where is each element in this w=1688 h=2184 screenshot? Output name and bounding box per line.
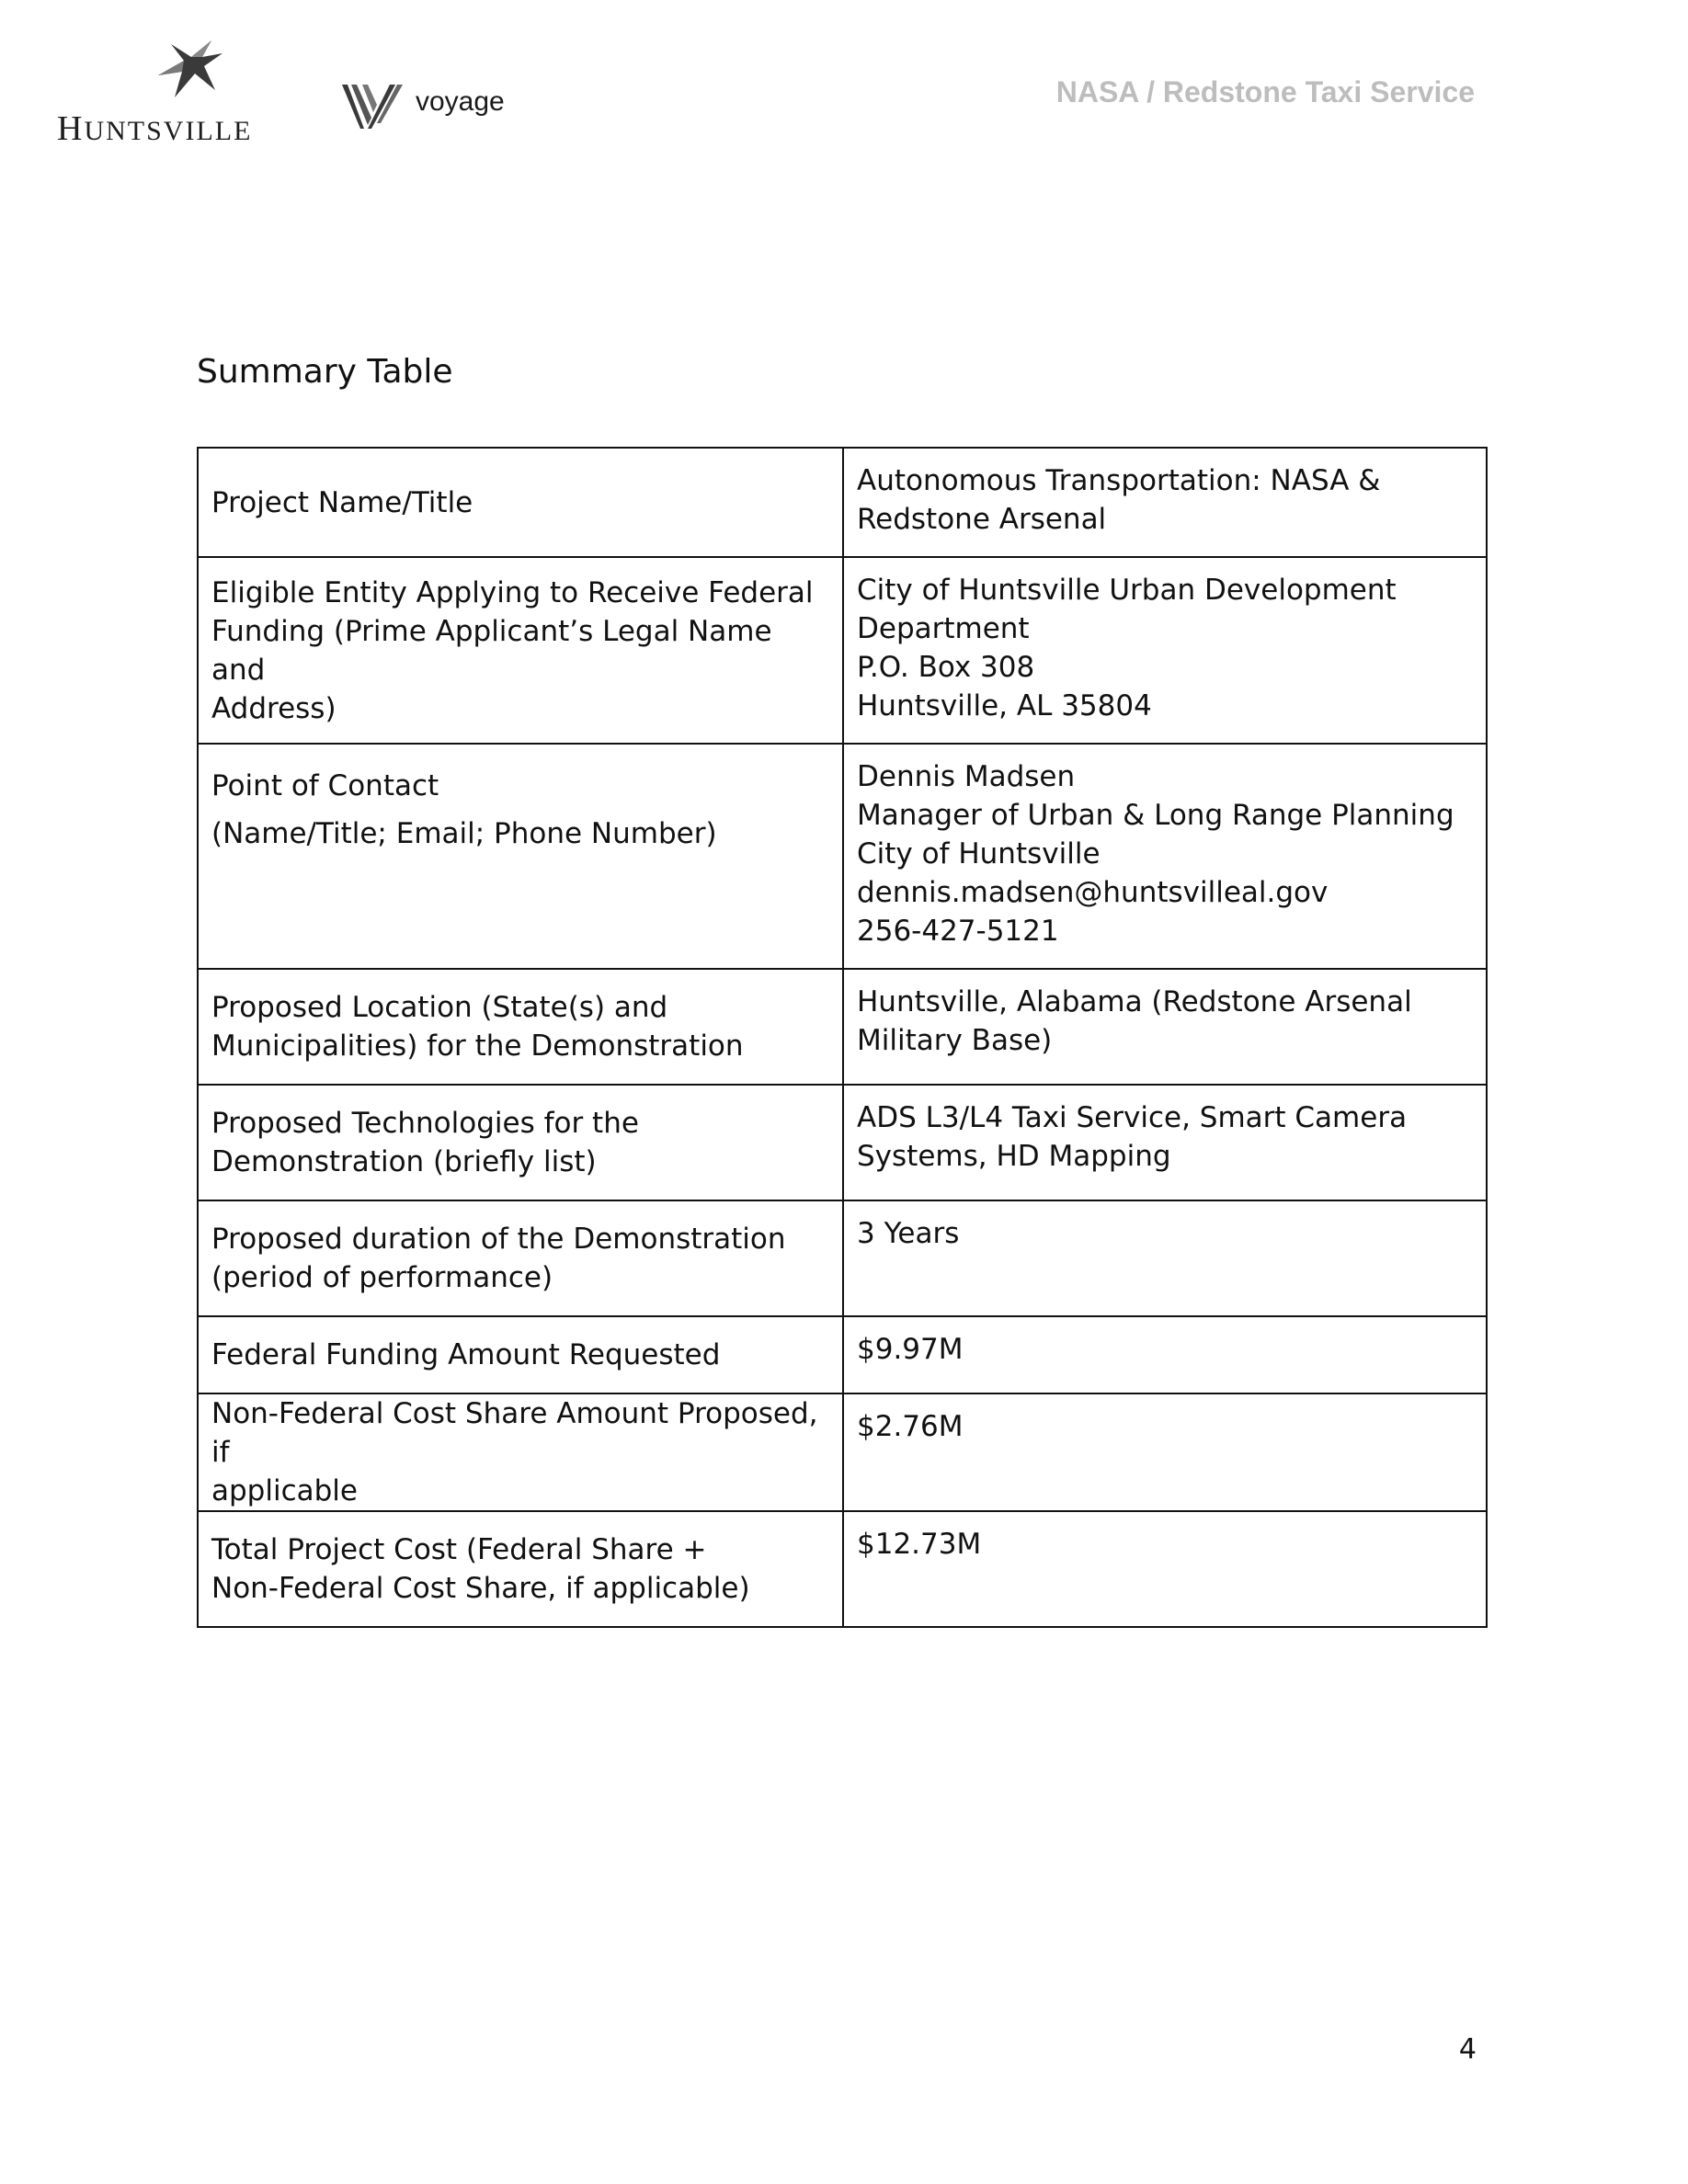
row-label (198, 557, 843, 744)
section-title: Summary Table (197, 353, 453, 391)
value-line: Department (857, 612, 1030, 645)
label-line: Eligible Entity Applying to Receive Federal (211, 575, 814, 609)
value-line: $12.73M (857, 1528, 982, 1561)
voyage-wordmark: voyage (416, 86, 505, 117)
table-row (198, 1085, 1487, 1200)
row-label (198, 744, 843, 969)
page-number: 4 (1458, 2033, 1477, 2065)
value-line: $9.97M (857, 1333, 964, 1366)
row-value (843, 557, 1487, 744)
row-label (198, 1085, 843, 1200)
huntsville-logo (57, 37, 287, 147)
table-row (198, 744, 1487, 969)
label-line: Total Project Cost (Federal Share + (211, 1533, 707, 1566)
label-line: Non-Federal Cost Share Amount Proposed, if (211, 1397, 818, 1469)
row-value (843, 1393, 1487, 1511)
row-label (198, 1511, 843, 1627)
row-value (843, 744, 1487, 969)
row-value (843, 1200, 1487, 1316)
value-line: Autonomous Transportation: NASA & (857, 464, 1381, 497)
label-line: Address) (211, 691, 336, 725)
huntsville-wordmark: HUNTSVILLE (57, 109, 253, 148)
value-line: Huntsville, Alabama (Redstone Arsenal (857, 985, 1412, 1018)
label-line: applicable (211, 1474, 358, 1507)
row-value (843, 1085, 1487, 1200)
page-header (0, 0, 1688, 156)
table-row (198, 1200, 1487, 1316)
value-line: Redstone Arsenal (857, 503, 1107, 536)
row-label (198, 969, 843, 1085)
label-line: Federal Funding Amount Requested (211, 1338, 721, 1371)
value-line: Dennis Madsen (857, 760, 1076, 793)
row-value (843, 969, 1487, 1085)
star-icon (131, 37, 232, 110)
label-line: Point of Contact (211, 769, 439, 802)
table-row (198, 1316, 1487, 1393)
value-line: Huntsville, AL 35804 (857, 689, 1152, 722)
row-label (198, 448, 843, 557)
row-label (198, 1393, 843, 1511)
value-line: Manager of Urban & Long Range Planning (857, 799, 1454, 832)
row-value (843, 1316, 1487, 1393)
table-row (198, 448, 1487, 557)
row-label (198, 1200, 843, 1316)
table-row (198, 557, 1487, 744)
label-line: Proposed duration of the Demonstration (211, 1223, 786, 1256)
value-line: ADS L3/L4 Taxi Service, Smart Camera (857, 1101, 1408, 1134)
row-value (843, 1511, 1487, 1627)
table-row (198, 1511, 1487, 1627)
value-line: City of Huntsville (857, 837, 1101, 870)
row-label (198, 1316, 843, 1393)
row-value (843, 448, 1487, 557)
document-header-title: NASA / Redstone Taxi Service (1055, 75, 1475, 108)
label-note: (Name/Title; Email; Phone Number) (211, 817, 717, 850)
value-line: P.O. Box 308 (857, 651, 1035, 684)
label-line: Proposed Technologies for the (211, 1107, 639, 1140)
value-line: 3 Years (857, 1217, 960, 1250)
table-row (198, 1393, 1487, 1511)
voyage-mark-icon (340, 81, 405, 132)
label-line: Project Name/Title (211, 485, 473, 519)
table-row (198, 969, 1487, 1085)
value-line: Systems, HD Mapping (857, 1140, 1171, 1173)
summary-table (197, 447, 1488, 1628)
label-line: Demonstration (briefly list) (211, 1145, 597, 1178)
label-line: Municipalities) for the Demonstration (211, 1029, 744, 1063)
value-line: 256-427-5121 (857, 915, 1059, 948)
value-line: Military Base) (857, 1024, 1053, 1057)
value-line: dennis.madsen@huntsvilleal.gov (857, 876, 1329, 909)
label-line: (period of performance) (211, 1261, 553, 1294)
value-line: City of Huntsville Urban Development (857, 574, 1397, 607)
label-line: Proposed Location (State(s) and (211, 991, 668, 1024)
value-line: $2.76M (857, 1410, 964, 1443)
voyage-logo (340, 81, 524, 136)
label-line: Funding (Prime Applicant’s Legal Name and (211, 614, 772, 687)
label-line: Non-Federal Cost Share, if applicable) (211, 1572, 750, 1605)
